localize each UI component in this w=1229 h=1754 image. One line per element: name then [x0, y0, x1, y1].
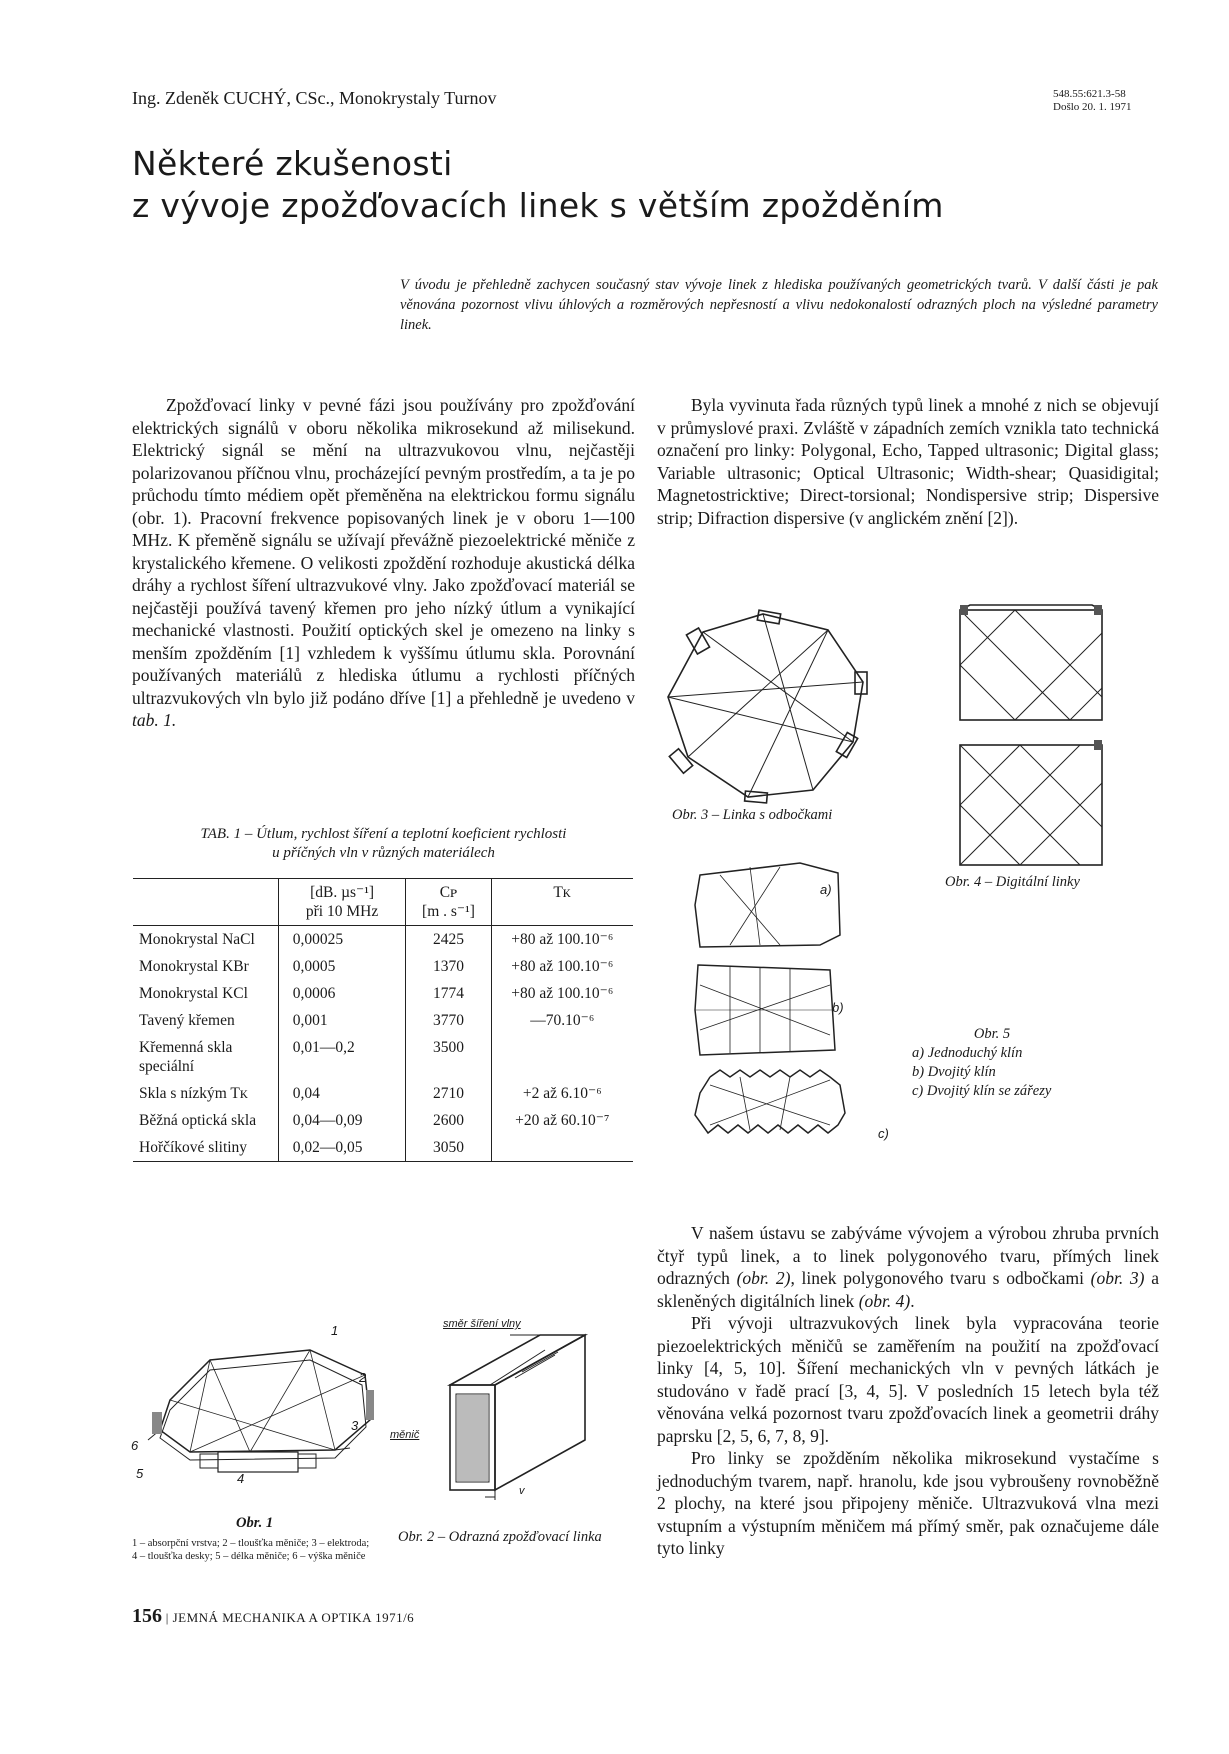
figure-2-drawing [440, 1330, 640, 1500]
fig5-item-c: c) Dvojitý klín se zářezy [912, 1083, 1052, 1099]
cell-attenuation: 0,0006 [278, 980, 406, 1007]
fig2-v-label: v [519, 1485, 525, 1497]
cell-material: Křemenná skla speciální [139, 1039, 233, 1075]
cell-velocity: 2425 [406, 926, 491, 954]
caption-dash: – [434, 1529, 449, 1545]
cell-attenuation: 0,02—0,05 [278, 1134, 406, 1162]
cell-material: Tavený křemen [139, 1012, 235, 1029]
table-row [133, 1107, 633, 1134]
caption-prefix: Obr. 2 [398, 1529, 435, 1545]
page-footer [132, 1605, 414, 1628]
fig5-item-a: a) Jednoduchý klín [912, 1045, 1023, 1061]
fig1-label-2: 2 [359, 1370, 367, 1385]
cell-material: Monokrystal KCl [139, 985, 248, 1002]
materials-table [133, 878, 633, 1162]
cell-attenuation: 0,04—0,09 [278, 1107, 406, 1134]
cell-temp-coef: +80 až 100.10⁻⁶ [491, 926, 633, 954]
figure-reference: (obr. 3) [1090, 1268, 1145, 1288]
paragraph-text: . [910, 1290, 915, 1311]
paragraph-text: , linek polygonového tvaru s odbočkami [790, 1268, 1091, 1288]
page-number: 156 [132, 1605, 162, 1627]
fig1-label-1: 1 [331, 1323, 339, 1338]
cell-material: Hořčíkové slitiny [139, 1139, 248, 1156]
figure-4-drawing [958, 605, 1108, 870]
caption-dash: – [708, 807, 723, 823]
cell-velocity: 3770 [406, 1007, 491, 1034]
figure-reference: (obr. 4) [858, 1290, 911, 1311]
figure-reference: (obr. 2) [736, 1268, 791, 1288]
fig3-caption [672, 806, 832, 825]
title-line-1: Některé zkušenosti [132, 144, 453, 183]
author-line: Ing. Zdeněk CUCHÝ, CSc., Monokrystaly Turnov [132, 88, 497, 108]
table-row [133, 980, 633, 1007]
fig5-item-b: b) Dvojitý klín [912, 1064, 996, 1080]
fig2-transducer-label: měnič [390, 1429, 420, 1441]
caption-text: Odrazná zpožďovací linka [448, 1529, 602, 1545]
abstract: V úvodu je přehledně zachycen současný stav vývoje linek z hlediska používaných geometrických tvarů. V další části je pak věnována pozornost vlivu úhlových a rozměrových nepřesností a vlivu nedokonalostí odrazných ploch na výsledné parametry linek. [400, 277, 1158, 333]
footer-separator: | [162, 1610, 173, 1625]
udc-code: 548.55:621.3-58 [1053, 88, 1126, 100]
cell-velocity: 2710 [406, 1080, 491, 1107]
cell-temp-coef: +20 až 60.10⁻⁷ [491, 1107, 633, 1134]
header-attenuation: [dB. µs⁻¹] při 10 MHz [278, 879, 406, 926]
table-caption-prefix: TAB. 1 [200, 826, 242, 842]
paragraph-text: a skleněných digitálních linek [657, 1268, 1159, 1311]
fig1-legend: 1 – absorpční vrstva; 2 – tloušťka měniče; 3 – elektroda; 4 – tloušťka desky; 5 – délka měniče; 6 – výška měniče [132, 1538, 370, 1562]
cell-temp-coef: —70.10⁻⁶ [491, 1007, 633, 1034]
cell-attenuation: 0,001 [278, 1007, 406, 1034]
caption-dash: – [241, 826, 257, 842]
paragraph: Byla vyvinuta řada různých typů linek a mnohé z nich se objevují v průmyslové praxi. Zvláště v západních zemích vznikla tato technická označení pro linky: Polygonal, Echo, Tapped ultrasonic; Digital glass; Variable ultrasonic; Optical Ultrasonic; Width-shear; Quasidigital; Magnetostricktive; Direct-torsional; Nondispersive strip; Dispersive strip; Difraction dispersive (v anglickém znění [2]). [657, 395, 1159, 528]
fig5-caption [912, 1025, 1112, 1101]
table-row [133, 1034, 633, 1080]
cell-attenuation: 0,01—0,2 [278, 1034, 406, 1080]
cell-temp-coef: +2 až 6.10⁻⁶ [491, 1080, 633, 1107]
table-caption-text: Útlum, rychlost šíření a teplotní koeficient rychlosti [256, 826, 567, 842]
table-row [133, 926, 633, 954]
fig4-caption [945, 873, 1080, 892]
fig1-label-5: 5 [136, 1466, 144, 1481]
received-date: Došlo 20. 1. 1971 [1053, 101, 1132, 113]
table-reference: tab. 1. [132, 710, 177, 730]
fig1-label-6: 6 [131, 1438, 139, 1453]
caption-prefix: Obr. 4 [945, 874, 982, 890]
caption-prefix: Obr. 3 [672, 807, 709, 823]
cell-material: Běžná optická skla [139, 1112, 257, 1129]
fig1-label-4: 4 [237, 1471, 245, 1486]
cell-velocity: 1774 [406, 980, 491, 1007]
cell-material: Monokrystal NaCl [139, 931, 255, 948]
cell-material: Skla s nízkým Tᴋ [139, 1085, 249, 1102]
fig5-label-b: b) [832, 1000, 844, 1015]
fig1-title: Obr. 1 [236, 1515, 274, 1531]
fig5-label-c: c) [878, 1126, 889, 1141]
cell-velocity: 2600 [406, 1107, 491, 1134]
figure-1-drawing [130, 1330, 390, 1500]
table-caption [132, 825, 635, 863]
header-temp-coef: Tᴋ [491, 879, 633, 926]
title-line-2: z vývoje zpožďovacích linek s větším zpožděním [132, 186, 944, 225]
cell-material: Monokrystal KBr [139, 958, 249, 975]
fig5-label-a: a) [820, 882, 832, 897]
header-material [133, 879, 278, 926]
table-row [133, 953, 633, 980]
udc-block [1053, 88, 1132, 114]
cell-attenuation: 0,04 [278, 1080, 406, 1107]
caption-text: Linka s odbočkami [722, 807, 833, 823]
table-caption-text-2: u příčných vln v různých materiálech [272, 845, 495, 861]
cell-temp-coef: +80 až 100.10⁻⁶ [491, 980, 633, 1007]
cell-velocity: 1370 [406, 953, 491, 980]
cell-temp-coef [491, 1134, 633, 1162]
journal-name: JEMNÁ MECHANIKA A OPTIKA 1971/6 [172, 1610, 415, 1625]
fig2-caption [398, 1528, 638, 1547]
fig2-direction-label: směr šíření vlny [443, 1318, 521, 1330]
paragraph [657, 1222, 1159, 1312]
paragraph [132, 394, 635, 732]
paragraph: Při vývoji ultrazvukových linek byla vypracována teorie piezoelektrických měničů se zaměřením na použití na zpožďovací linky [4, 5, 10]. Šíření mechanických vln v pevných látkách je studováno v řadě prací [3, 4, 5]. V posledních 15 letech byla též věnována velká pozornost tvaru zpožďovacích linek a geometrii dráhy paprsku [2, 5, 6, 7, 8, 9]. [657, 1313, 1159, 1446]
article-title [132, 143, 944, 227]
fig5-title: Obr. 5 [973, 1026, 1011, 1042]
body-right-column-bottom [657, 1222, 1159, 1560]
table-row [133, 1134, 633, 1162]
cell-attenuation: 0,00025 [278, 926, 406, 954]
cell-temp-coef [491, 1034, 633, 1080]
body-left-column [132, 394, 635, 732]
cell-temp-coef: +80 až 100.10⁻⁶ [491, 953, 633, 980]
cell-velocity: 3500 [406, 1034, 491, 1080]
table-row [133, 1080, 633, 1107]
header-velocity: Cᴘ [m . s⁻¹] [406, 879, 491, 926]
caption-text: Digitální linky [995, 874, 1080, 890]
paragraph: Pro linky se zpožděním několika mikrosekund vystačíme s jednoduchým tvarem, např. hranolu, kde jsou vybroušeny rovnoběžně 2 plochy, na které jsou připojeny měniče. Ultrazvuková vlna mezi vstupním a výstupním měničem má přímý směr, pak označujeme dále tyto linky [657, 1448, 1159, 1558]
cell-velocity: 3050 [406, 1134, 491, 1162]
caption-dash: – [981, 874, 996, 890]
figure-3-drawing [663, 612, 878, 802]
table-header-row [133, 879, 633, 926]
paragraph-text: V našem ústavu se zabýváme vývojem a výrobou zhruba prvních čtyř typů linek, a to linek polygonového tvaru, přímých linek odrazných [657, 1223, 1159, 1288]
fig1-label-3: 3 [351, 1418, 359, 1433]
body-right-column-top [657, 394, 1159, 529]
cell-attenuation: 0,0005 [278, 953, 406, 980]
table-row [133, 1007, 633, 1034]
paragraph-text: Zpožďovací linky v pevné fázi jsou používány pro zpožďování elektrických signálů v oboru několika mikrosekund až milisekund. Elektrický signál se mění na ultrazvukovou vlnu, nejčastěji polarizovanou příčnou vlnu, procházející pevným prostředím, a ta je po průchodu tímto médiem opět přeměněna na elektrickou formu signálu (obr. 1). Pracovní frekvence popisovaných linek je v oboru 1—100 MHz. K přeměně signálu se užívají převážně piezoelektrické měniče z krystalického křemene. O velikosti zpoždění rozhoduje akustická délka dráhy a rychlost šíření ultrazvukové vlny. Jako zpožďovací materiál se nejčastěji používá tavený křemen pro jeho nízký útlum a vynikající mechanické vlastnosti. Použití optických skel je omezeno na linky s menším zpožděním [1] vzhledem k vyššímu útlumu skla. Porovnání používaných materiálů z hlediska útlumu a rychlosti příčných ultrazvukových vln bylo již podáno dříve [1] a přehledně je uvedeno v [132, 395, 635, 708]
